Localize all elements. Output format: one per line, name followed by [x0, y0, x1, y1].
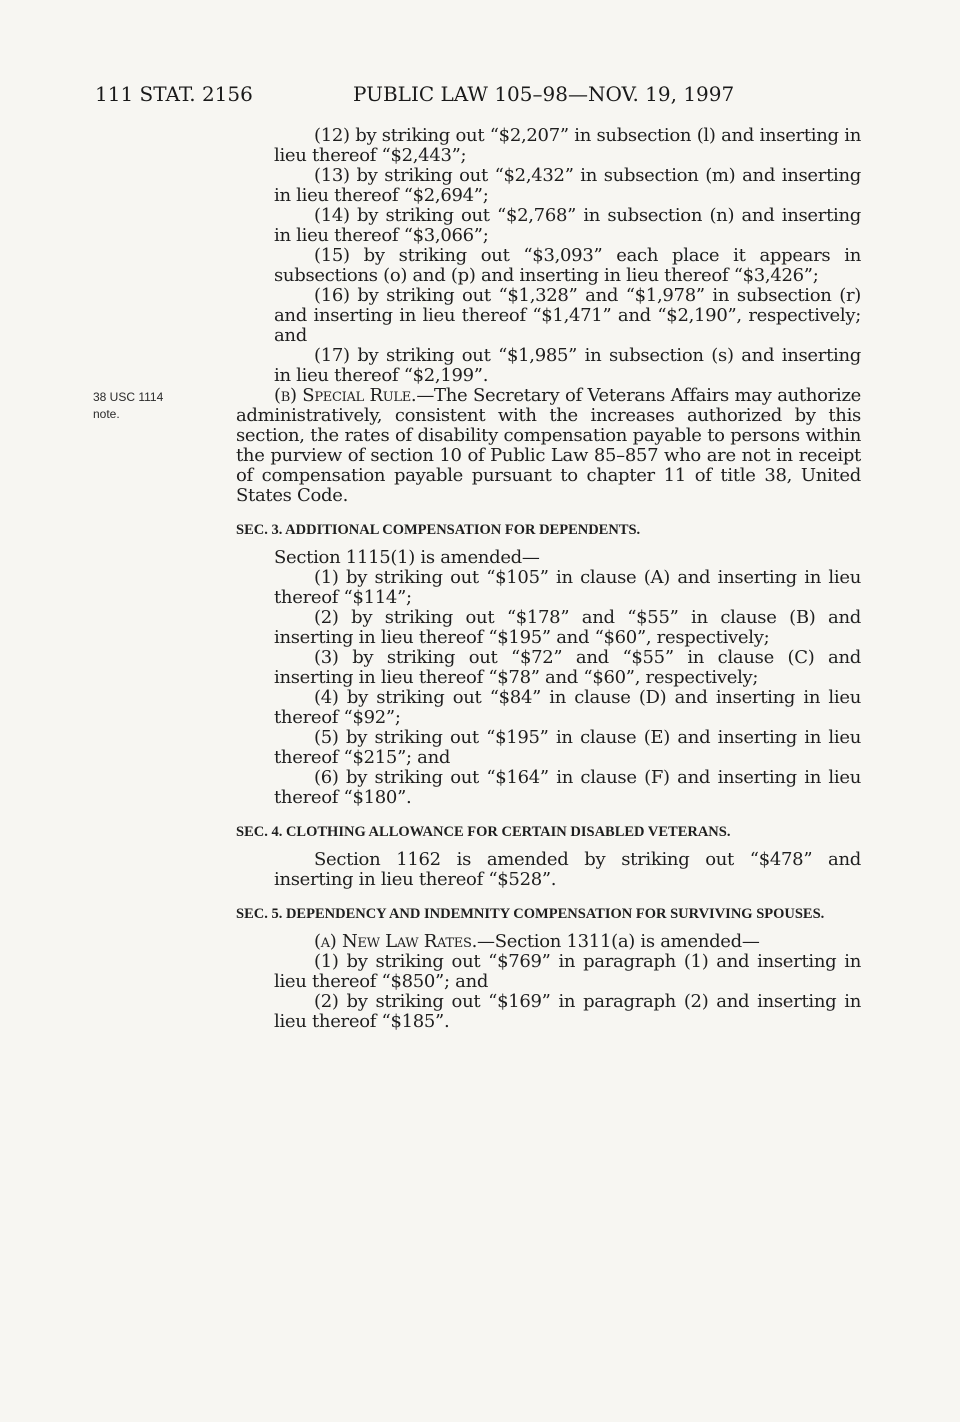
section-4-text: Section 1162 is amended by striking out “$478” and inserting in lieu thereof “$528”.	[274, 849, 861, 890]
statute-page-number: 111 STAT. 2156	[95, 82, 253, 106]
list-item: (13) by striking out “$2,432” in subsection (m) and inserting in lieu thereof “$2,694”;	[274, 165, 861, 206]
list-item: (12) by striking out “$2,207” in subsection (l) and inserting in lieu thereof “$2,443”;	[274, 125, 861, 166]
special-rule-label: (b) Special Rule.	[274, 385, 417, 406]
section-3-heading: SEC. 3. ADDITIONAL COMPENSATION FOR DEPENDENTS.	[236, 522, 641, 538]
list-item: (5) by striking out “$195” in clause (E) and inserting in lieu thereof “$215”; and	[274, 727, 861, 768]
list-item: (14) by striking out “$2,768” in subsection (n) and inserting in lieu thereof “$3,066”;	[274, 205, 861, 246]
list-item: (6) by striking out “$164” in clause (F) and inserting in lieu thereof “$180”.	[274, 767, 861, 808]
section-5-intro-label: (a) New Law Rates.	[314, 931, 477, 952]
list-item: (2) by striking out “$169” in paragraph (2) and inserting in lieu thereof “$185”.	[274, 991, 861, 1032]
special-rule-paragraph	[236, 386, 861, 506]
list-item: (15) by striking out “$3,093” each place it appears in subsections (o) and (p) and inserting in lieu thereof “$3,426”;	[274, 245, 861, 286]
list-item: (17) by striking out “$1,985” in subsection (s) and inserting in lieu thereof “$2,199”.	[274, 345, 861, 386]
list-item: (1) by striking out “$105” in clause (A) and inserting in lieu thereof “$114”;	[274, 567, 861, 608]
list-item: (4) by striking out “$84” in clause (D) and inserting in lieu thereof “$92”;	[274, 687, 861, 728]
section-5-intro-text: —Section 1311(a) is amended—	[477, 931, 760, 952]
list-item: (16) by striking out “$1,328” and “$1,978” in subsection (r) and inserting in lieu thereof “$1,471” and “$2,190”, respectively; and	[274, 285, 861, 346]
document-body	[236, 126, 861, 1032]
section-4-heading: SEC. 4. CLOTHING ALLOWANCE FOR CERTAIN DISABLED VETERANS.	[236, 824, 731, 840]
public-law-citation: PUBLIC LAW 105–98—NOV. 19, 1997	[353, 82, 735, 106]
section-5-intro	[274, 932, 861, 952]
list-item: (1) by striking out “$769” in paragraph (1) and inserting in lieu thereof “$850”; and	[274, 951, 861, 992]
margin-note-citation: 38 USC 1114	[93, 390, 164, 404]
section-5-heading: SEC. 5. DEPENDENCY AND INDEMNITY COMPENSATION FOR SURVIVING SPOUSES.	[236, 906, 825, 922]
list-item: (3) by striking out “$72” and “$55” in clause (C) and inserting in lieu thereof “$78” and “$60”, respectively;	[274, 647, 861, 688]
list-item: (2) by striking out “$178” and “$55” in clause (B) and inserting in lieu thereof “$195” and “$60”, respectively;	[274, 607, 861, 648]
margin-note	[93, 389, 223, 423]
page-header	[95, 80, 795, 108]
margin-note-suffix: note.	[93, 407, 120, 421]
section-3-intro: Section 1115(1) is amended—	[274, 547, 540, 568]
special-rule-text: —The Secretary of Veterans Affairs may authorize administratively, consistent with the increases authorized by this section, the rates of disability compensation payable to persons within the purview of section 10 of Public Law 85–857 who are not in receipt of compensation payable pursuant to chapter 11 of title 38, United States Code.	[236, 385, 861, 506]
